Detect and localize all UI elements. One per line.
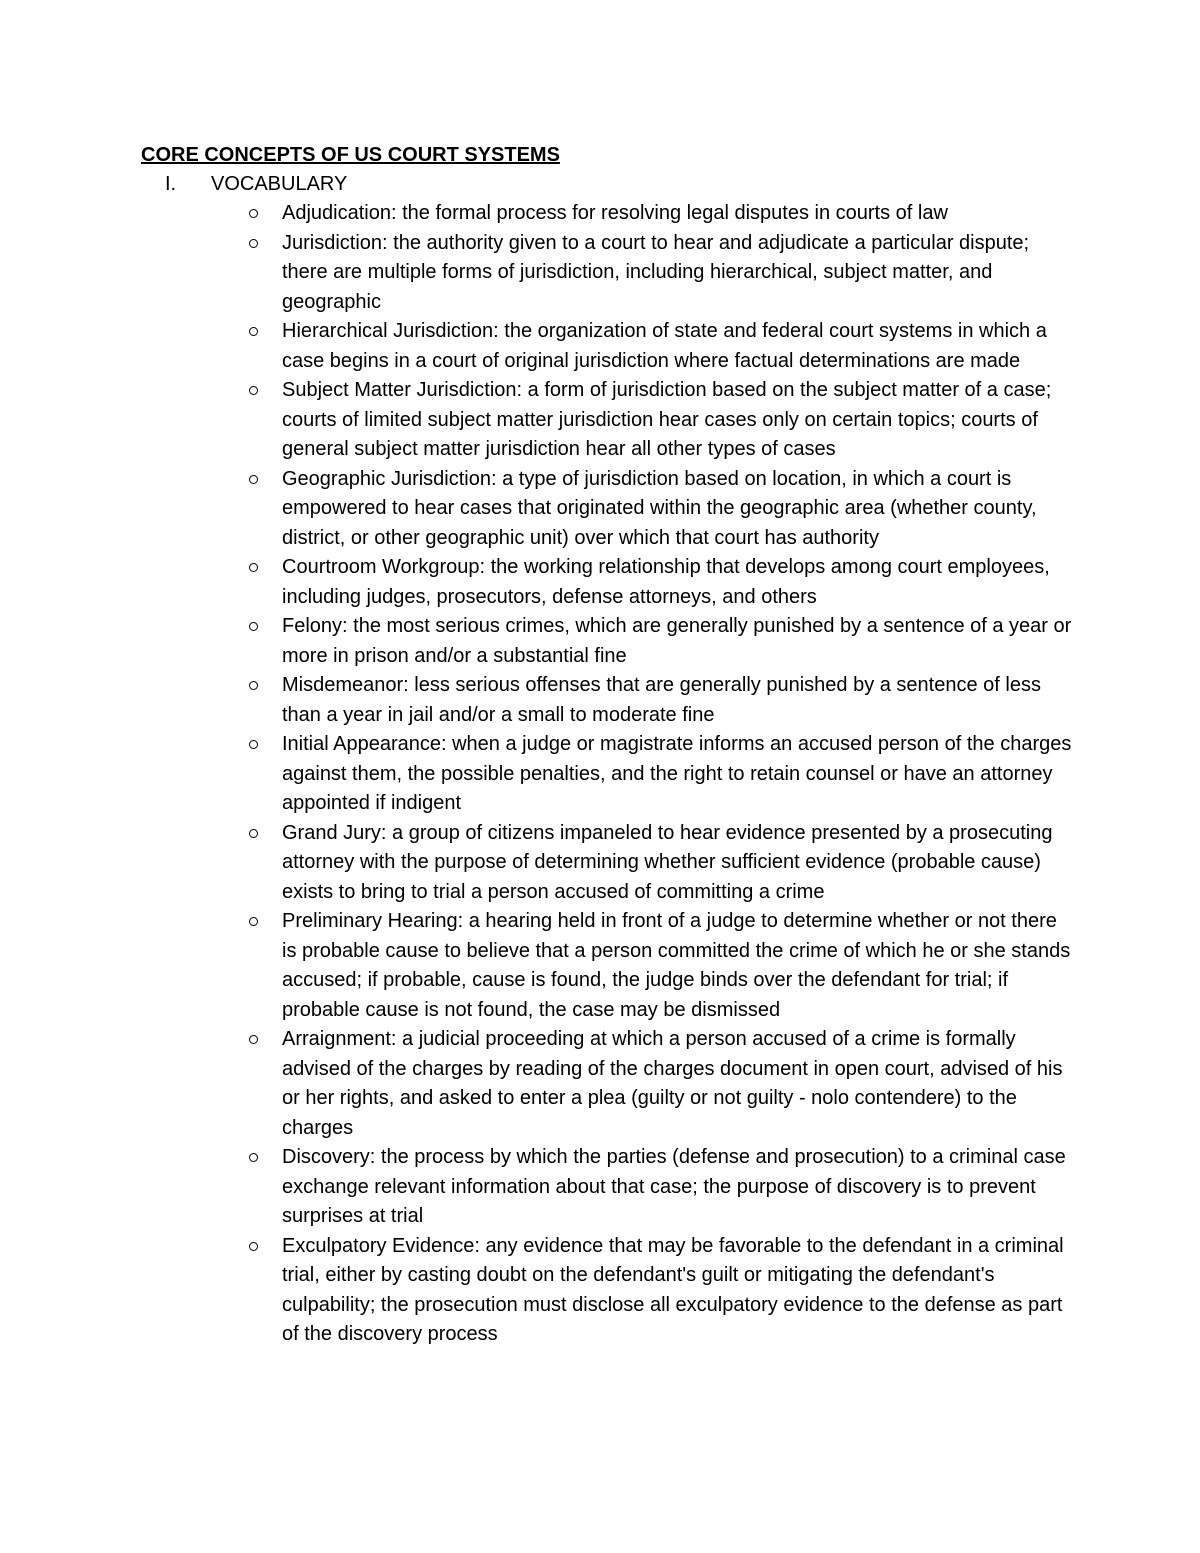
bullet-circle-icon (249, 681, 258, 690)
list-item-text: Exculpatory Evidence: any evidence that may be favorable to the defendant in a criminal trial, either by casting doubt on the defendant's guilt or mitigating the defendant's culpability; the prosecution must disclose all exculpatory evidence to the defense as part of the discovery process (282, 1234, 1064, 1345)
list-item (245, 1232, 1075, 1350)
list-item-text: Arraignment: a judicial proceeding at which a person accused of a crime is formally advised of the charges by reading of the charges document in open court, advised of his or her rights, and asked to enter a plea (guilty or not guilty - nolo contendere) to the charges (282, 1028, 1063, 1139)
list-item-text: Preliminary Hearing: a hearing held in front of a judge to determine whether or not there is probable cause to believe that a person committed the crime of which he or she stands accused; if probable, cause is found, the judge binds over the defendant for trial; if probable cause is not found, the case may be dismissed (282, 910, 1071, 1021)
list-item (245, 907, 1075, 1025)
bullet-circle-icon (249, 239, 258, 248)
vocabulary-list (245, 199, 1075, 1350)
list-item-text: Adjudication: the formal process for resolving legal disputes in courts of law (282, 202, 948, 224)
bullet-circle-icon (249, 475, 258, 484)
list-item (245, 553, 1075, 612)
bullet-circle-icon (249, 209, 258, 218)
list-item (245, 1143, 1075, 1232)
list-item (245, 819, 1075, 908)
document-title: CORE CONCEPTS OF US COURT SYSTEMS (141, 144, 560, 166)
bullet-circle-icon (249, 1242, 258, 1251)
list-item (245, 229, 1075, 318)
bullet-circle-icon (249, 386, 258, 395)
list-item (245, 1025, 1075, 1143)
bullet-circle-icon (249, 327, 258, 336)
section-numeral: I. (165, 173, 177, 195)
list-item (245, 199, 1075, 229)
list-item (245, 730, 1075, 819)
list-item-text: Felony: the most serious crimes, which are generally punished by a sentence of a year or more in prison and/or a substantial fine (282, 615, 1072, 667)
section-heading (165, 171, 347, 197)
section-title: VOCABULARY (211, 173, 348, 195)
list-item-text: Subject Matter Jurisdiction: a form of jurisdiction based on the subject matter of a case; courts of limited subject matter jurisdiction hear cases only on certain topics; courts of general subject matter jurisdiction hear all other types of cases (282, 379, 1052, 460)
list-item-text: Geographic Jurisdiction: a type of jurisdiction based on location, in which a court is empowered to hear cases that originated within the geographic area (whether county, district, or other geographic unit) over which that court has authority (282, 467, 1037, 549)
list-item (245, 465, 1075, 554)
bullet-circle-icon (249, 829, 258, 838)
list-item-text: Jurisdiction: the authority given to a court to hear and adjudicate a particular dispute; there are multiple forms of jurisdiction, including hierarchical, subject matter, and geographic (282, 231, 1030, 313)
list-item-text: Hierarchical Jurisdiction: the organization of state and federal court systems in which a case begins in a court of original jurisdiction where factual determinations are made (282, 320, 1047, 372)
list-item-text: Misdemeanor: less serious offenses that are generally punished by a sentence of less than a year in jail and/or a small to moderate fine (282, 674, 1041, 726)
bullet-circle-icon (249, 563, 258, 572)
bullet-circle-icon (249, 917, 258, 926)
bullet-circle-icon (249, 1153, 258, 1162)
list-item (245, 376, 1075, 465)
list-item (245, 671, 1075, 730)
bullet-circle-icon (249, 622, 258, 631)
list-item (245, 317, 1075, 376)
list-item (245, 612, 1075, 671)
list-item-text: Discovery: the process by which the parties (defense and prosecution) to a criminal case exchange relevant information about that case; the purpose of discovery is to prevent surprises at trial (282, 1146, 1066, 1227)
bullet-circle-icon (249, 1035, 258, 1044)
list-item-text: Courtroom Workgroup: the working relationship that develops among court employees, including judges, prosecutors, defense attorneys, and others (282, 556, 1050, 608)
list-item-text: Grand Jury: a group of citizens impaneled to hear evidence presented by a prosecuting attorney with the purpose of determining whether sufficient evidence (probable cause) exists to bring to trial a person accused of committing a crime (282, 821, 1053, 903)
bullet-circle-icon (249, 740, 258, 749)
list-item-text: Initial Appearance: when a judge or magistrate informs an accused person of the charges against them, the possible penalties, and the right to retain counsel or have an attorney appointed if indigent (282, 733, 1072, 814)
